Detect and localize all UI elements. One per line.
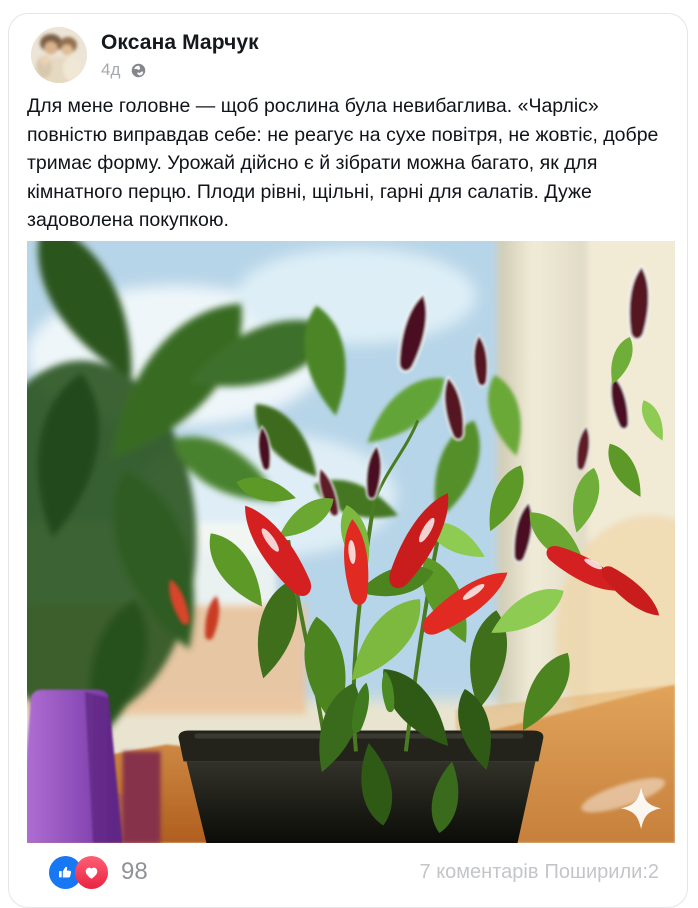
reaction-count[interactable]: 98 — [121, 858, 148, 886]
post-timestamp[interactable]: 4д — [101, 60, 121, 80]
globe-icon — [131, 63, 146, 78]
post-header — [9, 14, 687, 83]
engagement-summary — [420, 861, 659, 884]
post-card — [8, 13, 688, 908]
post-photo[interactable] — [27, 241, 675, 843]
post-text: Для мене головне — щоб рослина була невибаглива. «Чарліс» повністю виправдав себе: не реагує на сухе повітря, не жовтіє, добре тримає форму. Урожай дійсно є й зібрати можна багато, як для кімнатного перцю. Плоди рівні, щільні, гарні для салатів. Дуже задоволена покупкою. — [27, 95, 659, 231]
post-footer — [9, 843, 687, 907]
comments-count[interactable]: 7 коментарів — [419, 860, 539, 883]
author-name[interactable]: Оксана Марчук — [101, 31, 259, 54]
shares-count[interactable]: Поширили:2 — [544, 860, 659, 883]
header-text — [101, 27, 259, 80]
post-meta — [101, 60, 259, 80]
avatar[interactable] — [31, 27, 87, 83]
reactions-summary — [49, 856, 148, 889]
heart-icon[interactable] — [75, 856, 108, 889]
